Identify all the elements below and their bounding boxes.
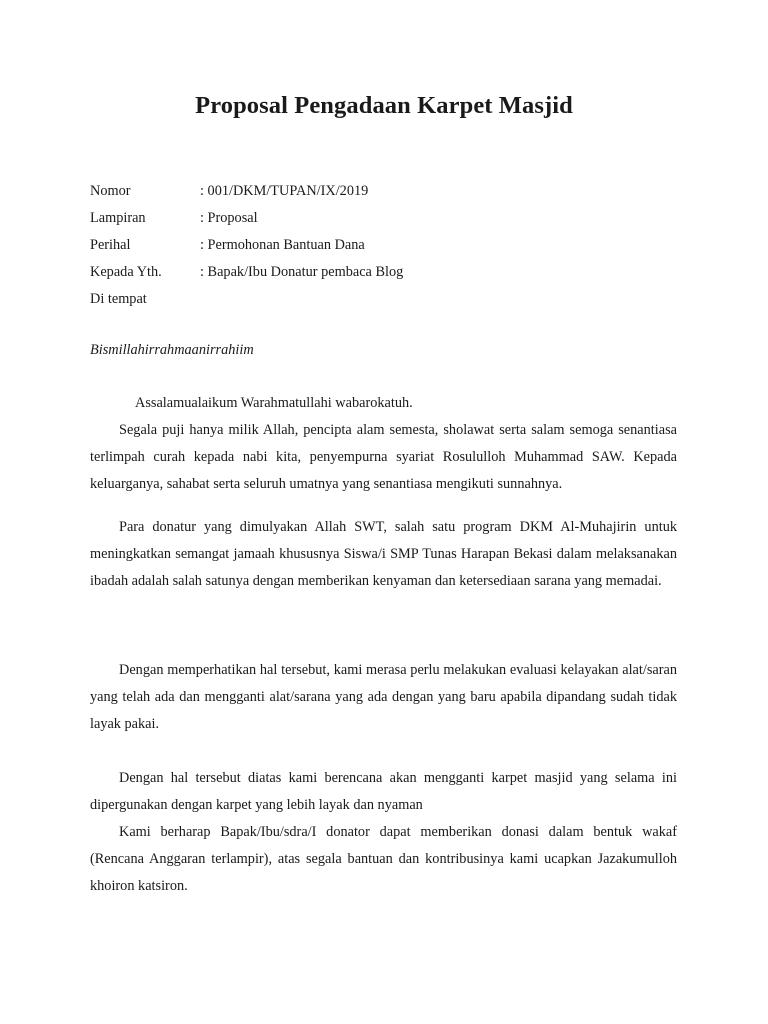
body-paragraph: Segala puji hanya milik Allah, pencipta alam semesta, sholawat serta salam semoga senantiasa terlimpah curah kepada nabi kita, penyempurna syariat Rosululloh Muhammad SAW. Kepada keluarganya, sahabat serta seluruh umatnya yang senantiasa mengikuti sunnahnya.	[90, 422, 677, 492]
field-label: Nomor	[90, 183, 131, 199]
field-lampiran	[90, 205, 690, 232]
bismillah-opening: Bismillahirrahmaanirrahiim	[90, 342, 254, 358]
body-paragraph: Kami berharap Bapak/Ibu/sdra/I donator dapat memberikan donasi dalam bentuk wakaf (Rencana Anggaran terlampir), atas segala bantuan dan kontribusinya kami ucapkan Jazakumulloh khoiron katsiron.	[90, 824, 677, 894]
field-value	[200, 286, 690, 313]
body-paragraph: Dengan memperhatikan hal tersebut, kami merasa perlu melakukan evaluasi kelayakan alat/saran yang telah ada dan mengganti alat/sarana yang ada dengan yang baru apabila dipandang sudah tidak layak pakai.	[90, 662, 677, 732]
document-title: Proposal Pengadaan Karpet Masjid	[195, 92, 573, 119]
field-label: Perihal	[90, 237, 131, 253]
field-value: : Bapak/Ibu Donatur pembaca Blog	[200, 264, 404, 280]
field-value: : Proposal	[200, 210, 258, 226]
field-label: Lampiran	[90, 210, 146, 226]
field-value: : 001/DKM/TUPAN/IX/2019	[200, 183, 369, 199]
field-perihal	[90, 232, 690, 259]
field-label: Di tempat	[90, 291, 147, 307]
field-label: Kepada Yth.	[90, 264, 162, 280]
letter-header-fields	[90, 178, 690, 313]
field-nomor	[90, 178, 690, 205]
body-paragraph: Para donatur yang dimulyakan Allah SWT, salah satu program DKM Al-Muhajirin untuk meningkatkan semangat jamaah khususnya Siswa/i SMP Tunas Harapan Bekasi dalam melaksanakan ibadah adalah salah satunya dengan memberikan kenyaman dan ketersediaan sarana yang memadai.	[90, 519, 677, 589]
field-kepada	[90, 259, 690, 286]
body-paragraph: Dengan hal tersebut diatas kami berencana akan mengganti karpet masjid yang selama ini dipergunakan dengan karpet yang lebih layak dan nyaman	[90, 770, 677, 813]
greeting: Assalamualaikum Warahmatullahi wabarokatuh.	[135, 395, 413, 411]
field-value: : Permohonan Bantuan Dana	[200, 237, 365, 253]
field-di-tempat	[90, 286, 690, 313]
